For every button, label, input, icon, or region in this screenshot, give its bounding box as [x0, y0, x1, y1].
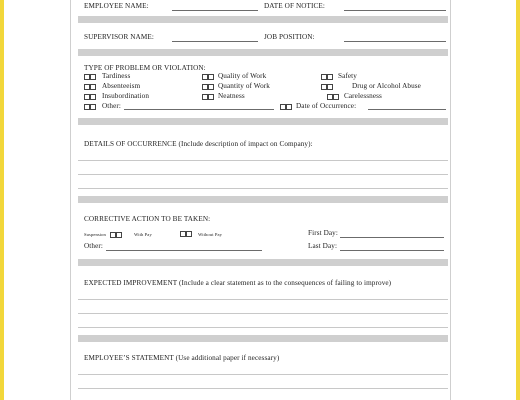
statement-heading: EMPLOYEE’S STATEMENT (Use additional paper if necessary)	[84, 354, 280, 362]
improvement-heading: EXPECTED IMPROVEMENT (Include a clear statement as to the consequences of failing to improve)	[84, 279, 392, 287]
date-of-notice-field[interactable]	[344, 10, 446, 11]
date-of-occurrence-label: Date of Occurrence:	[296, 102, 357, 110]
insubordination-checkbox[interactable]	[90, 94, 96, 100]
tardiness-label: Tardiness	[102, 72, 131, 80]
section-divider	[78, 335, 448, 342]
section-divider	[78, 196, 448, 203]
date-of-notice-label: DATE OF NOTICE:	[264, 2, 325, 10]
section-divider	[78, 259, 448, 266]
improvement-line[interactable]	[78, 313, 448, 314]
job-position-field[interactable]	[344, 41, 446, 42]
improvement-line[interactable]	[78, 327, 448, 328]
statement-line[interactable]	[78, 374, 448, 375]
date-of-occurrence-checkbox[interactable]	[286, 104, 292, 110]
without-pay-label: Without Pay	[198, 232, 223, 237]
first-day-field[interactable]	[340, 237, 444, 238]
other-field[interactable]	[124, 109, 274, 110]
other-checkbox[interactable]	[90, 104, 96, 110]
drug-alcohol-checkbox[interactable]	[327, 84, 333, 90]
drug-alcohol-label: Drug or Alcohol Abuse	[352, 82, 421, 90]
date-of-occurrence-field[interactable]	[368, 109, 446, 110]
right-margin-line	[450, 0, 451, 400]
tardiness-checkbox[interactable]	[90, 74, 96, 80]
safety-label: Safety	[338, 72, 357, 80]
section-divider	[78, 49, 448, 56]
carelessness-label: Carelessness	[344, 92, 382, 100]
quantity-checkbox[interactable]	[208, 84, 214, 90]
supervisor-name-label: SUPERVISOR NAME:	[84, 33, 154, 41]
quality-label: Quality of Work	[218, 72, 267, 80]
absenteeism-label: Absenteeism	[102, 82, 141, 90]
last-day-label: Last Day:	[308, 242, 338, 250]
details-line[interactable]	[78, 160, 448, 161]
with-pay-label: With Pay	[134, 232, 152, 237]
absenteeism-checkbox[interactable]	[90, 84, 96, 90]
corrective-heading: CORRECTIVE ACTION TO BE TAKEN:	[84, 215, 211, 223]
neatness-checkbox[interactable]	[208, 94, 214, 100]
form-page	[4, 0, 516, 400]
section-divider	[78, 118, 448, 125]
left-margin-line	[70, 0, 71, 400]
supervisor-name-field[interactable]	[172, 41, 258, 42]
quality-checkbox[interactable]	[208, 74, 214, 80]
warning-form	[78, 0, 448, 400]
details-line[interactable]	[78, 174, 448, 175]
statement-line[interactable]	[78, 388, 448, 389]
last-day-field[interactable]	[340, 250, 444, 251]
violation-heading: TYPE OF PROBLEM OR VIOLATION:	[84, 64, 206, 72]
other-action-field[interactable]	[106, 250, 262, 251]
suspension-label: Suspension	[84, 232, 106, 237]
carelessness-checkbox[interactable]	[333, 94, 339, 100]
other-action-label: Other:	[84, 242, 103, 250]
improvement-line[interactable]	[78, 299, 448, 300]
neatness-label: Neatness	[218, 92, 245, 100]
details-heading: DETAILS OF OCCURRENCE (Include description of impact on Company):	[84, 140, 313, 148]
insubordination-label: Insubordination	[102, 92, 150, 100]
without-pay-checkbox[interactable]	[186, 231, 192, 237]
first-day-label: First Day:	[308, 229, 338, 237]
section-divider	[78, 16, 448, 23]
safety-checkbox[interactable]	[327, 74, 333, 80]
details-line[interactable]	[78, 188, 448, 189]
job-position-label: JOB POSITION:	[264, 33, 315, 41]
employee-name-field[interactable]	[172, 10, 258, 11]
other-label: Other:	[102, 102, 121, 110]
employee-name-label: EMPLOYEE NAME:	[84, 2, 149, 10]
quantity-label: Quantity of Work	[218, 82, 270, 90]
suspension-checkbox[interactable]	[116, 232, 122, 238]
